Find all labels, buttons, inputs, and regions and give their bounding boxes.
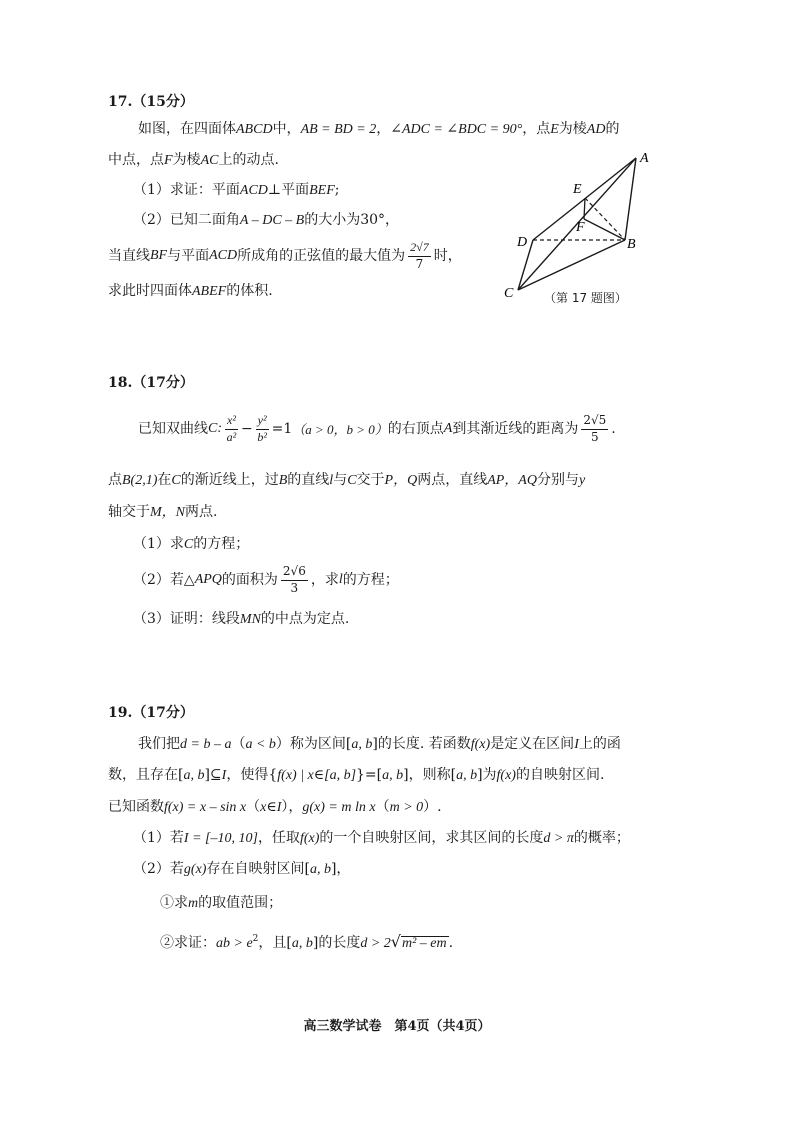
q19-text: ]的长度 [312,935,361,951]
q19-subpart2 [160,934,453,951]
q18-stem-line3 [108,505,217,520]
q19-math: a, b [351,737,373,752]
q19-math: f(x) | x∈[a, b] [277,768,357,783]
q19-text: ）. [423,799,442,815]
q18-text: （3）证明：线段 [133,611,240,627]
edge-fb [584,219,625,240]
q17-stem-line1 [138,122,619,137]
vertex-label-e: E [573,182,582,197]
q19-math: g(x) [183,862,207,877]
q18-text: 与 [333,472,348,488]
q19-text: 存在自映射区间[ [206,861,310,877]
q17-text: 为棱 [558,121,587,137]
q18-math: C [347,473,357,488]
q19-math: I [221,768,227,783]
q19-math: I = [–10, 10] [183,831,258,846]
q17-fraction-den: 7 [415,256,424,271]
q19-text: （2）若 [133,861,184,877]
q18-fraction-x [225,414,238,445]
q18-math: l [338,572,343,587]
q17-part2-line2 [108,238,462,274]
q19-math: f(x) [496,768,516,783]
q19-text: （ [375,799,390,815]
q18-fraction-den: b² [257,429,267,444]
q19-math: ab > e [216,936,253,951]
q19-text: ①求 [160,895,188,911]
q19-math: d > π [543,831,574,846]
q17-math: ACD [209,248,238,263]
edge-ab [625,158,636,240]
q17-text: 上的动点. [218,152,279,168]
q19-math: g(x) = m ln x [302,800,376,815]
q19-stem-line1 [138,737,621,752]
q19-text: （ [231,736,246,752]
q18-fraction-dist [581,414,608,445]
q18-text: 的直线 [287,472,330,488]
q18-math: MN [239,612,261,627]
q17-text: 中点，点 [108,152,164,168]
q17-fraction [408,241,431,272]
q18-text: （2）若△ [133,572,195,588]
q19-math: a, b [382,768,404,783]
q17-text: 与平面 [167,248,210,264]
q19-part1 [133,831,630,846]
q17-tetrahedron-figure [495,145,670,315]
q19-subpart1 [160,896,282,911]
q18-math: C: [208,421,222,436]
q19-text: ，且[ [258,935,292,951]
q18-text: 两点. [185,504,218,520]
q18-math: C [183,537,194,552]
q17-text: 所成角的正弦值的最大值为 [237,248,406,264]
q19-stem-line3 [108,800,442,815]
q17-text: ; [334,182,340,198]
q17-math: F [164,153,173,168]
q17-text: 如图，在四面体 [138,121,236,137]
q18-math: B(2,1) [122,473,158,488]
q18-text: 在 [157,472,172,488]
q19-text: 的取值范围； [198,895,283,911]
q19-text: ]为 [477,767,497,783]
q19-text: ]的长度. 若函数 [372,736,471,752]
q17-figure-caption: （第 17 题图） [544,291,627,305]
q18-text: 两点，直线 [417,472,488,488]
q17-stem-line2 [108,153,279,168]
q19-math: a, b [309,862,331,877]
q19-text: 的一个自映射区间，求其区间的长度 [319,830,544,846]
q19-math: I [574,737,579,752]
q17-part1 [133,183,339,198]
q18-part3 [133,612,349,627]
q19-heading: 19.（17分） [108,705,194,721]
q18-text: 交于 [356,472,385,488]
q17-text: 求此时四面体 [108,283,192,299]
q17-text: 当直线 [108,248,150,264]
q19-text: 数，且存在[ [108,767,184,783]
vertex-label-b: B [627,237,636,252]
q18-text: 的方程； [193,536,250,552]
q17-text: ， [376,121,391,137]
q19-math: m > 0 [389,800,424,815]
q19-radicand: m² – em [402,936,447,951]
q19-text: 的概率； [573,830,630,846]
q19-text: ]⊆ [204,767,222,783]
q17-math: ACD [239,183,268,198]
q18-fraction-num: y² [256,414,269,430]
q17-math: BEF [309,183,335,198]
q19-text: （ [246,799,261,815]
q18-text: ，求 [310,572,339,588]
q17-text: 的体积. [226,283,273,299]
q17-math: A – DC – B [239,213,305,228]
q19-text: ②求证： [160,935,216,951]
q19-text: ]， [330,861,351,877]
q17-math: AD [586,122,606,137]
q17-text: 为棱 [172,152,201,168]
q18-text: 已知双曲线 [138,421,208,437]
q17-text: 的大小为30°， [304,212,400,228]
q18-fraction-y [256,414,269,445]
q18-text: 的右顶点 [387,421,444,437]
sqrt-icon: √ [390,932,401,951]
q17-text: （1）求证：平面 [133,182,240,198]
q18-math: =1 [271,421,293,437]
q17-text: 中， [272,121,301,137]
q19-math: f(x) [470,737,491,752]
q18-math: C [171,473,181,488]
q17-part2-line3 [108,284,273,299]
q18-fraction-num: 2√5 [581,414,608,430]
vertex-label-f: F [576,220,585,235]
q17-math: AB = BD = 2 [300,122,377,137]
q17-math: AC [200,153,219,168]
vertex-label-c: C [504,286,514,301]
q18-part2 [133,560,399,600]
q18-fraction-area [281,565,308,596]
q18-stem-line2 [108,473,585,488]
q18-fraction-den: 3 [290,580,299,595]
q18-fraction-den: a² [226,429,237,444]
q18-part1 [133,537,249,552]
q18-fraction-num: 2√6 [281,565,308,581]
q19-text: 已知函数 [108,799,164,815]
q19-text: ，任取 [257,830,300,846]
q17-text: 的 [605,121,620,137]
q18-text: 点 [108,472,122,488]
q18-math: B [278,473,288,488]
q17-math: ∠ADC = ∠BDC = 90° [390,122,523,137]
q18-condition: （a > 0，b > 0） [292,421,388,437]
q18-math: APQ [194,572,222,587]
q19-text: ，使得{ [226,767,278,783]
q19-math: m [188,896,199,911]
q18-text: 的渐近线上，过 [180,472,279,488]
vertex-label-d: D [517,235,528,250]
q18-text: 的面积为 [221,572,278,588]
q19-text: 我们把 [138,736,180,752]
q17-math: ABCD [236,122,273,137]
q19-text: ）， [281,799,303,815]
q19-math: d = b – a [180,737,232,752]
q18-text: . [611,421,616,437]
q19-math: f(x) [299,831,320,846]
vertex-label-a: A [640,151,649,166]
q18-heading: 18.（17分） [108,375,194,391]
edge-cb [518,240,625,290]
q17-math: ABEF [192,284,227,299]
q18-fraction-num: x² [225,414,238,430]
q18-math: M，N [150,505,185,520]
q19-math: a, b [291,936,313,951]
q18-text: 到其渐近线的距离为 [452,421,579,437]
q18-text: 的中点为定点. [260,611,350,627]
q17-heading: 17.（15分） [108,94,194,110]
q19-math: a, b [183,768,205,783]
q18-math: l [329,473,334,488]
q19-stem-line2 [108,768,604,783]
q18-text: 的方程； [342,572,399,588]
q18-fraction-den: 5 [591,429,599,444]
q18-math: y [578,473,586,488]
q18-math: AP，AQ [487,473,537,488]
q17-math: E [550,122,559,137]
q17-math: BF [150,248,168,263]
q17-part2 [133,213,399,228]
q19-math: x∈I [260,800,282,815]
q19-text: . [448,935,454,951]
q19-text: 的自映射区间. [515,767,605,783]
q19-math: d > 2 [360,936,391,951]
q19-part2 [133,862,350,877]
q19-text: 是定义在区间 [490,736,575,752]
q18-text: 分别与 [536,472,579,488]
q18-math: P，Q [384,473,418,488]
q17-text: 时， [433,248,462,264]
q17-text: ⊥平面 [267,182,310,198]
q17-text: （2）已知二面角 [133,212,240,228]
q18-math: − [240,421,253,437]
page-footer: 高三数学试卷 第4页（共4页） [303,1019,491,1034]
q19-text: ]，则称[ [403,767,457,783]
q18-math: A [443,421,453,436]
q19-math: a < b [245,737,276,752]
q19-superscript: 2 [252,934,259,944]
q18-text: （1）求 [133,536,184,552]
q17-fraction-num: 2√7 [408,241,431,257]
edge-eb-dashed [585,198,625,240]
q19-text: ）称为区间[ [275,736,352,752]
q19-text: }=[ [356,767,383,783]
q19-text: 上的函 [578,736,621,752]
q19-text: （1）若 [133,830,184,846]
q17-text: ，点 [522,121,551,137]
q19-math: a, b [456,768,478,783]
q18-stem-line1 [138,408,616,450]
q18-text: 轴交于 [108,504,150,520]
q19-math: f(x) = x – sin x [164,800,247,815]
